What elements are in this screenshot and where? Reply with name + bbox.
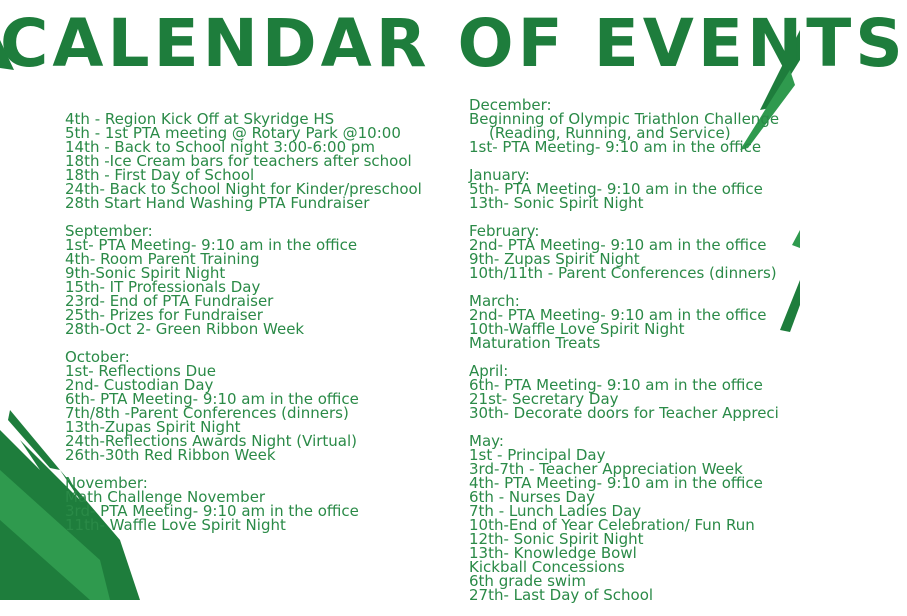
event-item: Math Challenge November (65, 488, 266, 506)
event-item: 27th- Last Day of School (469, 586, 654, 604)
event-item: 21st- Secretary Day (469, 390, 619, 408)
event-item: 2nd- PTA Meeting- 9:10 am in the office (469, 306, 767, 324)
event-item: (Reading, Running, and Service) (489, 124, 731, 142)
event-item: 6th - Nurses Day (469, 488, 596, 506)
event-item: 13th- Sonic Spirit Night (469, 194, 644, 212)
left-event-column (65, 112, 422, 546)
event-item: 23rd- End of PTA Fundraiser (65, 292, 274, 310)
event-item: Maturation Treats (469, 334, 601, 352)
event-item: 28th Start Hand Washing PTA Fundraiser (65, 194, 370, 212)
event-item: 5th- PTA Meeting- 9:10 am in the office (469, 180, 763, 198)
event-item: 28th-Oct 2- Green Ribbon Week (65, 320, 305, 338)
event-item: 7th - Lunch Ladies Day (469, 502, 642, 520)
event-item: 9th-Sonic Spirit Night (65, 264, 226, 282)
event-item: 11th- Waffle Love Spirit Night (65, 516, 286, 534)
event-section-april (469, 364, 779, 420)
event-item: 9th- Zupas Spirit Night (469, 250, 640, 268)
event-item: 2nd- Custodian Day (65, 376, 214, 394)
event-item: 4th- PTA Meeting- 9:10 am in the office (469, 474, 763, 492)
event-section-may (469, 434, 779, 602)
event-item: 3rd- PTA Meeting- 9:10 am in the office (65, 502, 359, 520)
event-section-january (469, 168, 779, 210)
event-item: 6th- PTA Meeting- 9:10 am in the office (65, 390, 359, 408)
event-item: 25th- Prizes for Fundraiser (65, 306, 263, 324)
event-item: 10th-Waffle Love Spirit Night (469, 320, 685, 338)
month-heading: December: (469, 96, 552, 114)
event-item: 1st- PTA Meeting- 9:10 am in the office (469, 138, 762, 156)
month-heading: September: (65, 222, 153, 240)
event-item: 13th- Knowledge Bowl (469, 544, 637, 562)
month-heading: May: (469, 432, 504, 450)
month-heading: February: (469, 222, 540, 240)
event-item: 30th- Decorate doors for Teacher Appreci (469, 404, 779, 422)
event-section-december (469, 98, 779, 154)
event-item: 4th - Region Kick Off at Skyridge HS (65, 110, 335, 128)
event-item: 7th/8th -Parent Conferences (dinners) (65, 404, 349, 422)
event-item: 24th- Back to School Night for Kinder/preschool (65, 180, 422, 198)
event-section-february (469, 224, 779, 280)
event-item: 1st - Principal Day (469, 446, 606, 464)
event-item: 4th- Room Parent Training (65, 250, 260, 268)
month-heading: January: (469, 166, 530, 184)
event-item: Kickball Concessions (469, 558, 625, 576)
event-section-october (65, 350, 422, 462)
event-section-start (65, 112, 422, 210)
event-section-march (469, 294, 779, 350)
event-section-september (65, 224, 422, 336)
event-item: 26th-30th Red Ribbon Week (65, 446, 276, 464)
event-item: 14th - Back to School night 3:00-6:00 pm (65, 138, 376, 156)
event-item: 18th - First Day of School (65, 166, 255, 184)
month-heading: October: (65, 348, 130, 366)
right-event-column (469, 98, 779, 616)
event-item: 13th-Zupas Spirit Night (65, 418, 241, 436)
event-item: 5th - 1st PTA meeting @ Rotary Park @10:00 (65, 124, 401, 142)
month-heading: November: (65, 474, 148, 492)
event-item: 6th grade swim (469, 572, 586, 590)
event-item: 6th- PTA Meeting- 9:10 am in the office (469, 376, 763, 394)
event-item: 10th-End of Year Celebration/ Fun Run (469, 516, 755, 534)
event-item: 10th/11th - Parent Conferences (dinners) (469, 264, 777, 282)
event-item: 1st- Reflections Due (65, 362, 216, 380)
event-item: Beginning of Olympic Triathlon Challenge (469, 110, 780, 128)
event-item: 3rd-7th - Teacher Appreciation Week (469, 460, 743, 478)
right-brush-stroke (780, 280, 800, 332)
page-title: CALENDAR OF EVENTS (0, 5, 907, 82)
event-item: 18th -Ice Cream bars for teachers after school (65, 152, 412, 170)
event-item: 2nd- PTA Meeting- 9:10 am in the office (469, 236, 767, 254)
event-item: 15th- IT Professionals Day (65, 278, 261, 296)
event-item: 1st- PTA Meeting- 9:10 am in the office (65, 236, 358, 254)
right-brush-splinter (792, 230, 800, 248)
month-heading: April: (469, 362, 509, 380)
event-section-november (65, 476, 422, 532)
event-item: 24th-Reflections Awards Night (Virtual) (65, 432, 358, 450)
event-item: 12th- Sonic Spirit Night (469, 530, 644, 548)
month-heading: March: (469, 292, 520, 310)
